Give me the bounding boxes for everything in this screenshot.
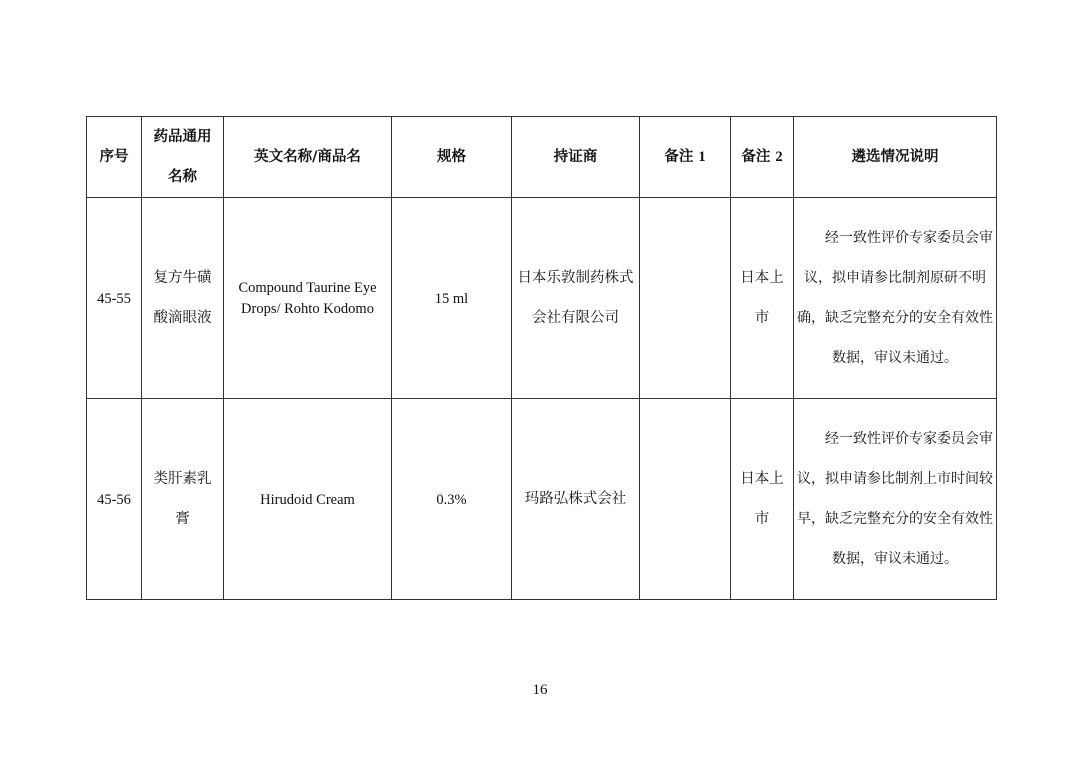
cell-holder: 日本乐敦制药株式会社有限公司 (512, 198, 640, 399)
table-header-row (87, 117, 997, 198)
cell-generic-name: 类肝素乳膏 (142, 399, 224, 600)
reference-drug-table (86, 116, 997, 600)
header-spec: 规格 (392, 117, 512, 198)
cell-seq: 45-55 (87, 198, 142, 399)
cell-holder: 玛路弘株式会社 (512, 399, 640, 600)
header-note1: 备注 1 (640, 117, 731, 198)
header-generic-name: 药品通用名称 (142, 117, 224, 198)
cell-note2: 日本上市 (731, 198, 794, 399)
page-number: 16 (532, 682, 548, 698)
header-english-name: 英文名称/商品名 (224, 117, 392, 198)
table-row (87, 399, 997, 600)
header-holder: 持证商 (512, 117, 640, 198)
cell-explanation: 经一致性评价专家委员会审议，拟申请参比制剂上市时间较早，缺乏完整充分的安全有效性数据，审议未通过。 (794, 399, 997, 600)
cell-spec: 0.3% (392, 399, 512, 600)
cell-note1 (640, 198, 731, 399)
cell-generic-name: 复方牛磺酸滴眼液 (142, 198, 224, 399)
cell-spec: 15 ml (392, 198, 512, 399)
table-row (87, 198, 997, 399)
cell-explanation: 经一致性评价专家委员会审议，拟申请参比制剂原研不明确，缺乏完整充分的安全有效性数据，审议未通过。 (794, 198, 997, 399)
cell-seq: 45-56 (87, 399, 142, 600)
cell-note1 (640, 399, 731, 600)
cell-note2: 日本上市 (731, 399, 794, 600)
cell-english-name: Hirudoid Cream (224, 399, 392, 600)
header-explanation: 遴选情况说明 (794, 117, 997, 198)
header-seq: 序号 (87, 117, 142, 198)
cell-english-name: Compound Taurine Eye Drops/ Rohto Kodomo (224, 198, 392, 399)
header-note2: 备注 2 (731, 117, 794, 198)
